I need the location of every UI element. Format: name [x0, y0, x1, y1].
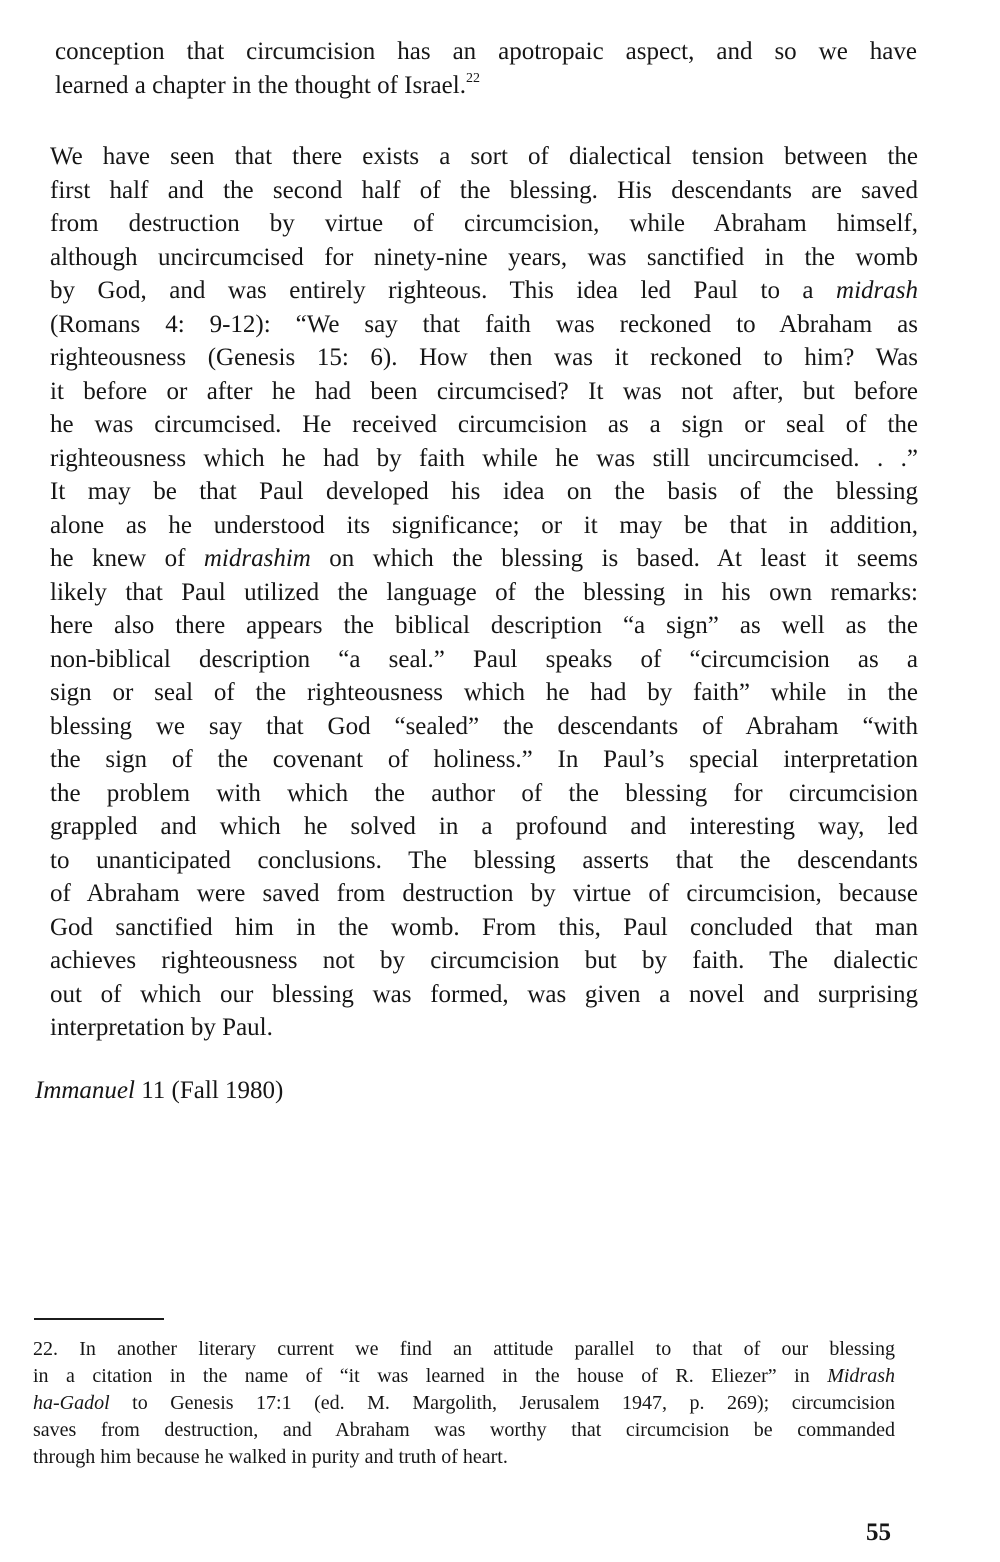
- text-line: blessing we say that God “sealed” the descendants of Abraham “with: [50, 712, 918, 740]
- text-line: although uncircumcised for ninety-nine years, was sanctified in the womb: [50, 243, 918, 271]
- text-line: alone as he understood its significance; or it may be that in addition,: [50, 511, 918, 539]
- paragraph-continuation: [55, 35, 917, 102]
- text-line: (Romans 4: 9-12): “We say that faith was reckoned to Abraham as: [50, 310, 918, 338]
- footnote-reference: 22: [465, 70, 480, 86]
- text-line-content: by God, and was entirely righteous. This idea led Paul to a: [50, 277, 814, 304]
- journal-issue: 11 (Fall 1980): [134, 1077, 284, 1104]
- footnote-text: to Genesis 17:1 (ed. M. Margolith, Jerusalem 1947, p. 269); circumcision: [109, 1392, 895, 1414]
- text-line: here also there appears the biblical description “a sign” as well as the: [50, 612, 918, 639]
- text-line: It may be that Paul developed his idea on the basis of the blessing: [50, 478, 918, 505]
- text-line-content: learned a chapter in the thought of Israel.: [55, 71, 466, 99]
- text-line: conception that circumcision has an apotropaic aspect, and so we have: [55, 38, 917, 65]
- text-line: [50, 542, 918, 576]
- text-line: [55, 69, 917, 103]
- source-citation: [35, 1074, 283, 1107]
- text-line: likely that Paul utilized the language of the blessing in his own remarks:: [50, 578, 918, 606]
- footnote-line: through him because he walked in purity and truth of heart.: [33, 1446, 508, 1468]
- footnote-line: [33, 1336, 895, 1363]
- footnote-line: [33, 1390, 895, 1417]
- italic-term-midrash: Midrash: [827, 1365, 895, 1387]
- paragraph-main: [50, 140, 918, 1045]
- page-number: 55: [866, 1519, 891, 1546]
- text-line: out of which our blessing was formed, was given a novel and surprising: [50, 980, 918, 1008]
- footnote-divider: [34, 1318, 164, 1320]
- journal-name: Immanuel: [35, 1077, 135, 1104]
- text-line: the sign of the covenant of holiness.” In Paul’s special interpretation: [50, 746, 918, 773]
- text-line: righteousness which he had by faith while he was still uncircumcised. . .”: [50, 444, 918, 472]
- footnote-line: saves from destruction, and Abraham was worthy that circumcision be commanded: [33, 1419, 895, 1441]
- italic-term-midrash: midrash: [836, 277, 919, 304]
- text-line: first half and the second half of the blessing. His descendants are saved: [50, 176, 918, 204]
- italic-term-ha-gadol: ha-Gadol: [33, 1392, 110, 1414]
- text-line: to unanticipated conclusions. The blessing asserts that the descendants: [50, 846, 918, 874]
- text-line: non-biblical description “a seal.” Paul speaks of “circumcision as a: [50, 645, 918, 673]
- text-line: sign or seal of the righteousness which he had by faith” while in the: [50, 679, 918, 706]
- text-line: of Abraham were saved from destruction by virtue of circumcision, because: [50, 880, 918, 907]
- text-line: We have seen that there exists a sort of dialectical tension between the: [50, 143, 918, 170]
- text-line: the problem with which the author of the blessing for circumcision: [50, 779, 918, 807]
- text-line: [50, 274, 918, 308]
- footnote: [33, 1336, 895, 1471]
- text-line: he was circumcised. He received circumcision as a sign or seal of the: [50, 411, 918, 438]
- text-line: from destruction by virtue of circumcision, while Abraham himself,: [50, 210, 918, 237]
- footnote-number: 22.: [33, 1338, 58, 1360]
- text-line-content: he knew of: [50, 545, 186, 572]
- italic-term-midrashim: midrashim: [203, 545, 311, 572]
- text-line: achieves righteousness not by circumcision but by faith. The dialectic: [50, 947, 918, 974]
- text-line: righteousness (Genesis 15: 6). How then was it reckoned to him? Was: [50, 344, 918, 371]
- text-line: interpretation by Paul.: [50, 1014, 273, 1041]
- text-line: God sanctified him in the womb. From this, Paul concluded that man: [50, 913, 918, 941]
- text-line-content: on which the blessing is based. At least it seems: [310, 545, 918, 572]
- text-line: it before or after he had been circumcised? It was not after, but before: [50, 377, 918, 405]
- footnote-text: In another literary current we find an attitude parallel to that of our blessing: [58, 1338, 895, 1360]
- footnote-line: [33, 1363, 895, 1390]
- text-line: grappled and which he solved in a profound and interesting way, led: [50, 813, 918, 840]
- footnote-text: in a citation in the name of “it was learned in the house of R. Eliezer” in: [33, 1365, 810, 1387]
